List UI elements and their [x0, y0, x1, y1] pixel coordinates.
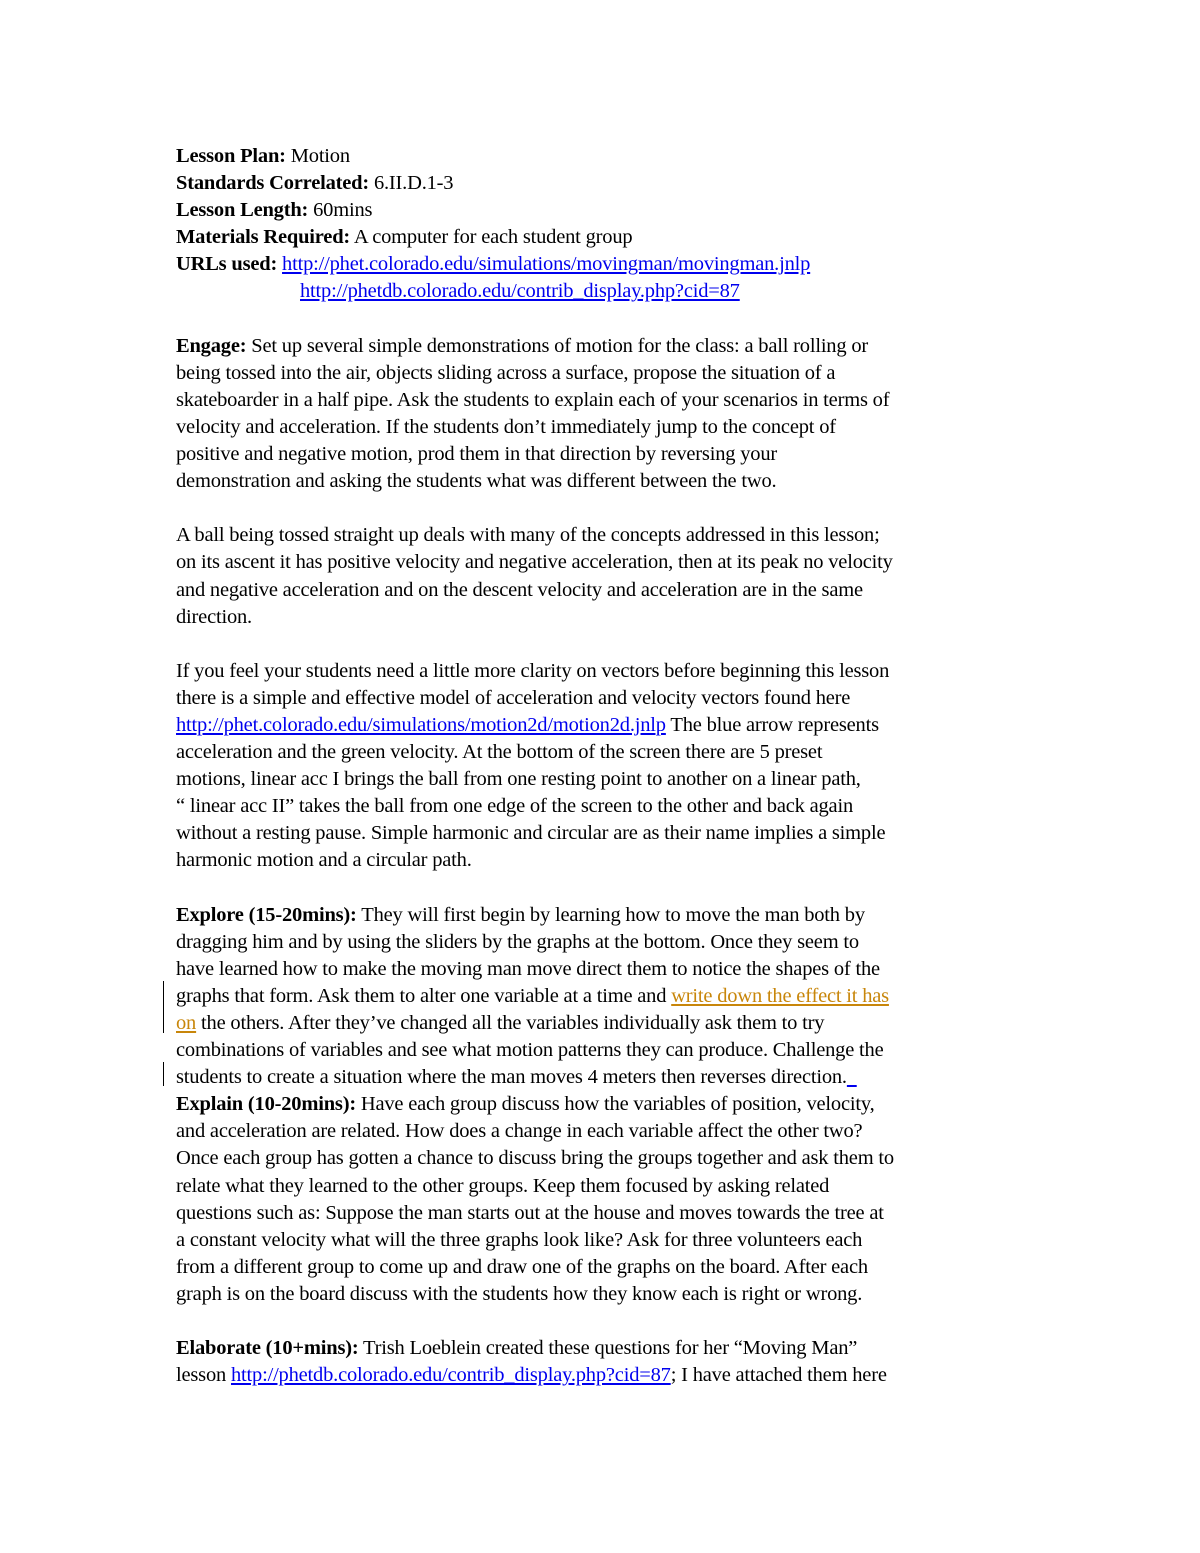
vectors-line: there is a simple and effective model of acceleration and velocity vectors found here	[176, 686, 851, 709]
explore-label: Explore (15-20mins):	[176, 903, 357, 926]
movingman-link[interactable]: http://phet.colorado.edu/simulations/movingman/movingman.jnlp	[282, 253, 811, 276]
explore-line: dragging him and by using the sliders by the graphs at the bottom. Once they seem to	[176, 930, 859, 953]
vectors-line: “ linear acc II” takes the ball from one edge of the screen to the other and back again	[176, 795, 853, 818]
paragraph-gap	[176, 875, 1036, 902]
standards-value: 6.II.D.1-3	[369, 172, 454, 195]
vectors-line: If you feel your students need a little more clarity on vectors before beginning this lesson	[176, 659, 890, 682]
lesson-plan-value: Motion	[285, 145, 350, 167]
paragraph-gap	[176, 306, 1036, 333]
ball-line: on its ascent it has positive velocity and negative acceleration, then at its peak no velocity	[176, 551, 893, 574]
revision-change-bar	[163, 981, 164, 1033]
materials-value: A computer for each student group	[350, 226, 633, 249]
explore-line	[176, 1064, 1036, 1091]
explore-text: students to create a situation where the man moves 4 meters then reverses direction.	[176, 1066, 847, 1089]
elaborate-text: ; I have attached them here	[670, 1364, 887, 1387]
ball-line: and negative acceleration and on the descent velocity and acceleration are in the same	[176, 578, 863, 601]
explain-line: graph is on the board discuss with the students how they know each is right or wrong.	[176, 1282, 863, 1305]
explore-line	[176, 902, 1036, 929]
explain-line: from a different group to come up and draw one of the graphs on the board. After each	[176, 1255, 868, 1278]
explain-line: questions such as: Suppose the man starts out at the house and moves towards the tree at	[176, 1201, 884, 1224]
vectors-line	[176, 712, 1036, 739]
explain-line	[176, 1091, 1036, 1118]
explore-text: the others. After they’ve changed all the variables individually ask them to try	[196, 1012, 825, 1034]
vectors-line: without a resting pause. Simple harmonic and circular are as their name implies a simple	[176, 822, 886, 845]
explore-text: graphs that form. Ask them to alter one variable at a time and	[176, 984, 672, 1007]
lesson-plan-document	[176, 143, 1036, 1389]
explore-line: combinations of variables and see what motion patterns they can produce. Challenge the	[176, 1039, 884, 1062]
engage-line: being tossed into the air, objects sliding across a surface, propose the situation of a	[176, 361, 836, 384]
elaborate-text: Trish Loeblein created these questions for her “Moving Man”	[358, 1337, 858, 1360]
revision-change-bar	[163, 1062, 164, 1086]
explore-line	[176, 983, 1036, 1010]
tracked-change-mark	[847, 1066, 857, 1088]
lesson-plan-label: Lesson Plan:	[176, 145, 286, 167]
vectors-line: acceleration and the green velocity. At the bottom of the screen there are 5 preset	[176, 741, 823, 764]
standards-label: Standards Correlated:	[176, 172, 370, 195]
explain-line: relate what they learned to the other groups. Keep them focused by asking related	[176, 1174, 830, 1197]
explain-text: Have each group discuss how the variables of position, velocity,	[355, 1093, 875, 1116]
explain-line: and acceleration are related. How does a change in each variable affect the other two?	[176, 1120, 863, 1143]
paragraph-gap	[176, 495, 1036, 522]
lesson-plan-line	[176, 143, 1036, 170]
elaborate-line	[176, 1335, 1036, 1362]
engage-text: Set up several simple demonstrations of motion for the class: a ball rolling or	[246, 334, 869, 357]
materials-label: Materials Required:	[176, 226, 351, 249]
lesson-length-line	[176, 197, 1036, 224]
explain-line: Once each group has gotten a chance to discuss bring the groups together and ask them to	[176, 1147, 894, 1170]
loeblein-lesson-link[interactable]: http://phetdb.colorado.edu/contrib_display.php?cid=87	[230, 1364, 671, 1387]
ball-line: direction.	[176, 605, 252, 628]
vectors-line: harmonic motion and a circular path.	[176, 849, 472, 872]
elaborate-line	[176, 1362, 1036, 1389]
vectors-line: motions, linear acc I brings the ball from one resting point to another on a linear path,	[176, 768, 861, 791]
explore-text: They will first begin by learning how to move the man both by	[356, 903, 865, 926]
urls-line-2	[176, 278, 1036, 305]
motion2d-link[interactable]: http://phet.colorado.edu/simulations/motion2d/motion2d.jnlp	[176, 713, 666, 736]
explore-line	[176, 1010, 1036, 1037]
engage-line	[176, 333, 1036, 360]
tracked-insertion: write down the effect it has	[671, 984, 889, 1007]
urls-label: URLs used:	[176, 253, 278, 276]
standards-line	[176, 170, 1036, 197]
engage-line: skateboarder in a half pipe. Ask the students to explain each of your scenarios in terms of	[176, 388, 890, 411]
engage-line: positive and negative motion, prod them in that direction by reversing your	[176, 443, 778, 466]
lesson-length-value: 60mins	[308, 199, 373, 222]
elaborate-label: Elaborate (10+mins):	[176, 1337, 359, 1360]
elaborate-text: lesson	[176, 1364, 231, 1387]
explore-line: have learned how to make the moving man move direct them to notice the shapes of the	[176, 957, 880, 980]
vectors-text: The blue arrow represents	[665, 713, 879, 736]
paragraph-gap	[176, 1308, 1036, 1335]
lesson-length-label: Lesson Length:	[176, 199, 309, 222]
engage-line: velocity and acceleration. If the students don’t immediately jump to the concept of	[176, 415, 836, 438]
ball-line: A ball being tossed straight up deals with many of the concepts addressed in this lesson;	[176, 524, 880, 547]
contrib-display-link[interactable]: http://phetdb.colorado.edu/contrib_display.php?cid=87	[300, 280, 740, 303]
explain-label: Explain (10-20mins):	[176, 1093, 356, 1116]
urls-line	[176, 251, 1036, 278]
materials-line	[176, 224, 1036, 251]
engage-label: Engage:	[176, 334, 247, 357]
explain-line: a constant velocity what will the three graphs look like? Ask for three volunteers each	[176, 1228, 863, 1251]
paragraph-gap	[176, 631, 1036, 658]
tracked-insertion: on	[176, 1012, 197, 1034]
engage-line: demonstration and asking the students what was different between the two.	[176, 470, 777, 493]
